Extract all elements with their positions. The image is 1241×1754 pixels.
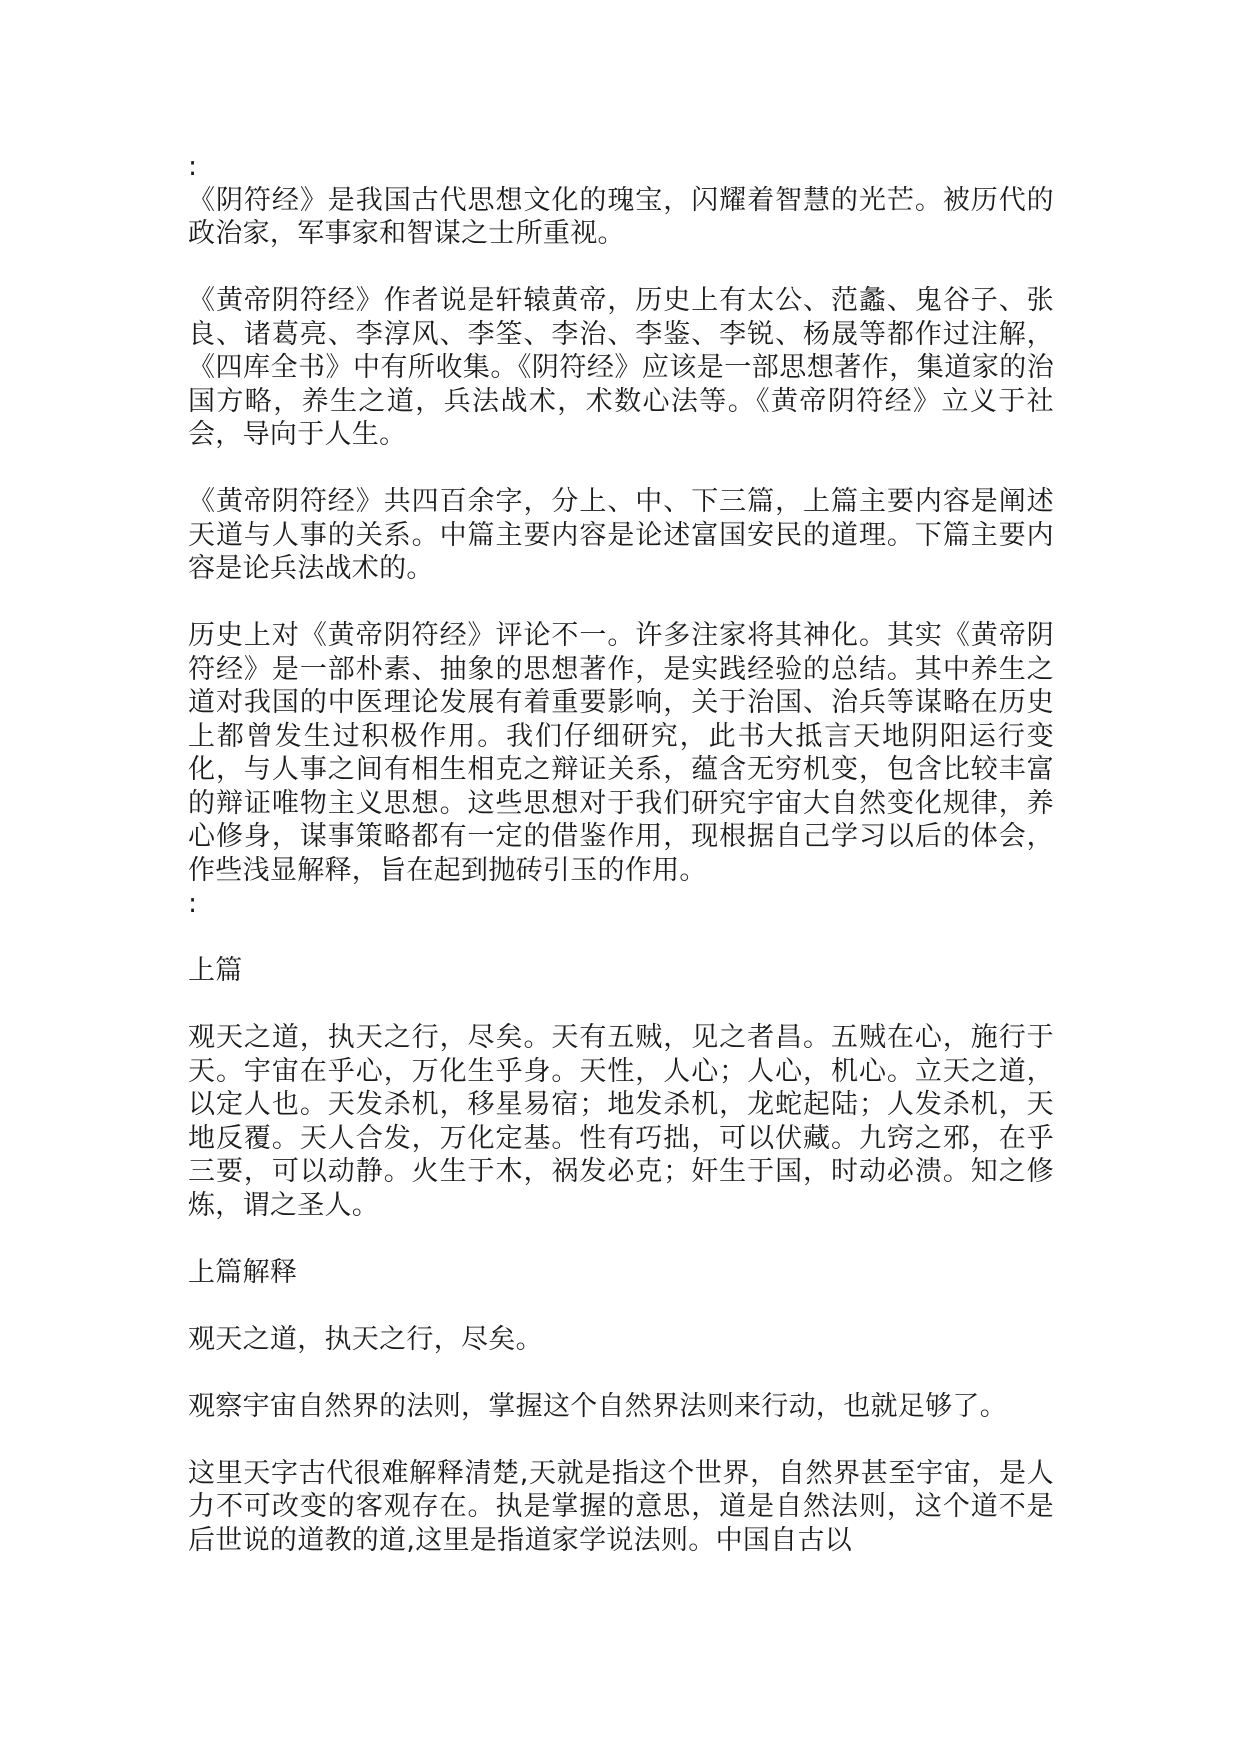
intro-paragraph-4: 历史上对《黄帝阴符经》评论不一。许多注家将其神化。其实《黄帝阴符经》是一部朴素、抽象的思想著作，是实践经验的总结。其中养生之道对我国的中医理论发展有着重要影响，关于治国、治兵等谋略在历史上都曾发生过积极作用。我们仔细研究，此书大抵言天地阴阳运行变化，与人事之间有相生相克之辩证关系，蕴含无穷机变，包含比较丰富的辩证唯物主义思想。这些思想对于我们研究宇宙大自然变化规律，养心修身，谋事策略都有一定的借鉴作用，现根据自己学习以后的体会，作些浅显解释，旨在起到抛砖引玉的作用。 [188, 620, 1054, 886]
translation-paragraph: 观察宇宙自然界的法则，掌握这个自然界法则来行动，也就足够了。 [188, 1390, 1007, 1422]
intro-paragraph-3: 《黄帝阴符经》共四百余字，分上、中、下三篇，上篇主要内容是阐述天道与人事的关系。中篇主要内容是论述富国安民的道理。下篇主要内容是论兵法战术的。 [188, 486, 1054, 584]
intro-paragraph-2: 《黄帝阴符经》作者说是轩辕黄帝，历史上有太公、范蠡、鬼谷子、张良、诸葛亮、李淳风、李筌、李治、李鉴、李锐、杨晟等都作过注解，《四库全书》中有所收集。《阴符经》应该是一部思想著作，集道家的治国方略，养生之道，兵法战术，术数心法等。《黄帝阴符经》立义于社会，导向于人生。 [188, 285, 1054, 450]
commentary-paragraph: 这里天字古代很难解释清楚,天就是指这个世界，自然界甚至宇宙，是人力不可改变的客观存在。执是掌握的意思，道是自然法则，这个道不是后世说的道教的道,这里是指道家学说法则。中国自古以 [188, 1457, 1054, 1556]
document-page [188, 150, 1054, 1591]
colon-marker-top: : [188, 151, 198, 182]
explanation-title: 上篇解释 [188, 1256, 298, 1288]
quote-line: 观天之道，执天之行，尽矣。 [188, 1323, 543, 1355]
section-title: 上篇 [188, 955, 243, 986]
section-text: 观天之道，执天之行，尽矣。天有五贼，见之者昌。五贼在心，施行于天。宇宙在乎心，万化生乎身。天性，人心；人心，机心。立天之道，以定人也。天发杀机，移星易宿；地发杀机，龙蛇起陆；人发杀机，天地反覆。天人合发，万化定基。性有巧拙，可以伏藏。九窍之邪，在乎三要，可以动静。火生于木，祸发必克；奸生于国，时动必溃。知之修炼，谓之圣人。 [188, 1022, 1054, 1221]
intro-paragraph-1: 《阴符经》是我国古代思想文化的瑰宝，闪耀着智慧的光芒。被历代的政治家，军事家和智谋之士所重视。 [188, 184, 1054, 249]
colon-marker-mid: : [188, 888, 198, 919]
